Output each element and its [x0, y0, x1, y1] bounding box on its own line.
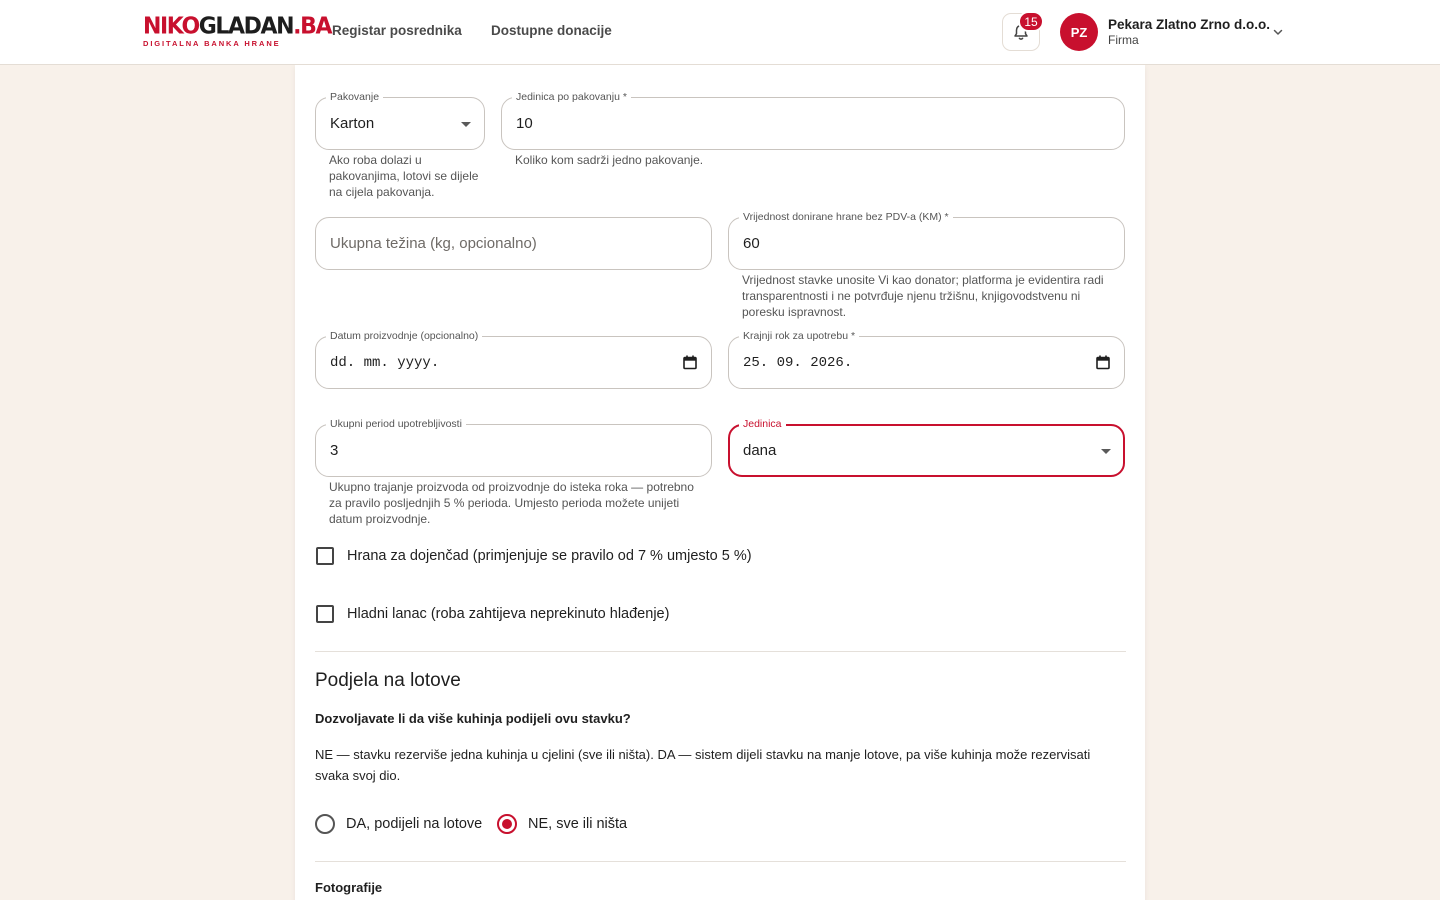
unit-label: Jedinica	[739, 417, 786, 431]
caret-down-icon	[461, 122, 471, 127]
notifications-count-badge: 15	[1018, 11, 1044, 32]
production-date-label: Datum proizvodnje (opcionalno)	[326, 329, 482, 343]
packaging-helper: Ako roba dolazi u pakovanjima, lotovi se dijele na cijela pakovanja.	[329, 153, 479, 199]
units-per-package-label: Jedinica po pakovanju *	[512, 90, 631, 104]
shelf-life-input[interactable]	[315, 418, 712, 477]
donated-value-helper: Vrijednost stavke unosite Vi kao donator; platforma je evidentira radi transparentnosti i ne potvrđuje njenu tržišnu, knjigovodstvenu ni poresku ispravnost.	[742, 273, 1104, 319]
total-weight-input[interactable]	[315, 217, 712, 270]
units-per-package-helper: Koliko kom sadrži jedno pakovanje.	[515, 153, 704, 167]
nav-link-dostupne-donacije[interactable]: Dostupne donacije	[491, 23, 612, 38]
infant-food-checkbox-row[interactable]	[316, 547, 752, 565]
avatar[interactable]: PZ	[1060, 13, 1098, 51]
unit-value: dana	[743, 442, 777, 459]
lots-description: NE — stavku rezerviše jedna kuhinja u cjelini (sve ili ništa). DA — sistem dijeli stavku na manje lotove, pa više kuhinja može rezervisati svaka svoj dio.	[315, 747, 1091, 783]
logo-tagline: DIGITALNA BANKA HRANE	[143, 39, 281, 48]
lots-option-no-label: NE, sve ili ništa	[528, 816, 628, 832]
calendar-icon[interactable]	[683, 355, 697, 370]
production-date-value: dd. mm. yyyy.	[330, 355, 440, 371]
shelf-life-helper: Ukupno trajanje proizvoda od proizvodnje do isteka roka — potrebno za pravilo posljednjih 5 % perioda. Umjesto perioda možete unijeti datum proizvodnje.	[329, 480, 694, 526]
unit-select[interactable]	[728, 418, 1125, 477]
units-per-package-input[interactable]	[501, 91, 1125, 150]
donated-value-label: Vrijednost donirane hrane bez PDV-a (KM) *	[739, 210, 953, 224]
infant-food-label: Hrana za dojenčad (primjenjuje se pravilo od 7 % umjesto 5 %)	[347, 548, 752, 564]
lots-section-title: Podjela na lotove	[315, 670, 461, 691]
lots-question: Dozvoljavate li da više kuhinja podijeli ovu stavku?	[315, 711, 631, 726]
cold-chain-label: Hladni lanac (roba zahtijeva neprekinuto hlađenje)	[347, 606, 670, 622]
donated-value-input[interactable]	[728, 211, 1125, 270]
expiry-date-input[interactable]	[728, 330, 1125, 389]
caret-down-icon	[1101, 449, 1111, 454]
cold-chain-checkbox[interactable]	[316, 605, 334, 623]
units-per-package-value: 10	[516, 115, 533, 132]
expiry-date-label: Krajnji rok za upotrebu *	[739, 329, 859, 343]
packaging-value: Karton	[330, 115, 375, 132]
user-name[interactable]: Pekara Zlatno Zrno d.o.o.	[1108, 17, 1271, 32]
lots-option-no[interactable]	[497, 814, 627, 834]
expiry-date-value: 25. 09. 2026.	[743, 355, 853, 371]
infant-food-checkbox[interactable]	[316, 547, 334, 565]
packaging-label: Pakovanje	[326, 90, 383, 104]
donated-value-value: 60	[743, 235, 760, 252]
lots-option-yes-label: DA, podijeli na lotove	[346, 816, 483, 832]
production-date-input[interactable]	[315, 330, 712, 389]
section-divider	[315, 651, 1126, 652]
top-navigation-bar	[0, 0, 1440, 65]
packaging-select[interactable]	[315, 91, 485, 150]
section-divider	[315, 861, 1126, 862]
lots-option-yes[interactable]	[315, 814, 482, 834]
shelf-life-label: Ukupni period upotrebljivosti	[326, 417, 466, 431]
cold-chain-checkbox-row[interactable]	[316, 605, 669, 623]
chevron-down-icon[interactable]	[1272, 26, 1284, 38]
logo-wordmark: NIKOGLADAN.BA	[143, 13, 332, 40]
user-role: Firma	[1108, 33, 1139, 47]
shelf-life-value: 3	[330, 442, 339, 459]
calendar-icon[interactable]	[1096, 355, 1110, 370]
photos-section-title: Fotografije	[315, 880, 383, 895]
lots-radio-yes[interactable]	[315, 814, 335, 834]
total-weight-placeholder: Ukupna težina (kg, opcionalno)	[330, 235, 537, 252]
lots-radio-no[interactable]	[497, 814, 517, 834]
logo[interactable]	[143, 13, 332, 48]
nav-link-registar-posrednika[interactable]: Registar posrednika	[332, 23, 462, 38]
